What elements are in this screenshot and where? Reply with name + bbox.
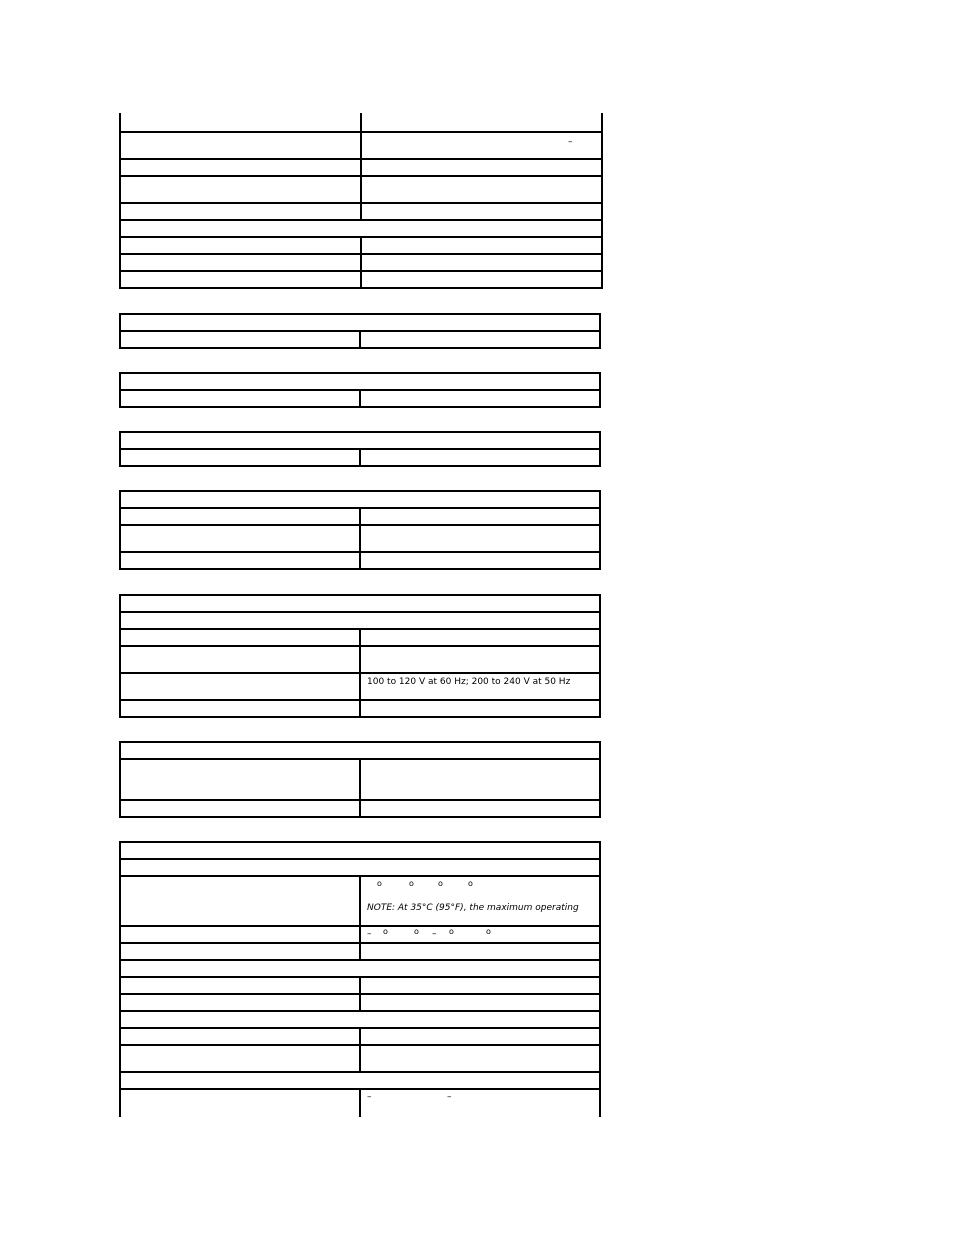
table-cell	[360, 1089, 600, 1117]
table-cell	[360, 926, 600, 943]
table-header	[120, 842, 600, 859]
table-cell	[360, 646, 600, 673]
table-cell	[120, 1089, 360, 1117]
table-cell	[360, 449, 600, 466]
table-cell	[120, 508, 360, 525]
table-cell	[360, 800, 600, 817]
dash-glyph: –	[432, 929, 437, 939]
table-cell	[361, 132, 602, 159]
table-header	[120, 595, 600, 612]
table-cell	[361, 203, 602, 220]
spec-table-2	[119, 313, 601, 349]
table-cell	[120, 994, 360, 1011]
table-cell	[360, 759, 600, 800]
table-cell	[360, 977, 600, 994]
table-cell	[361, 254, 602, 271]
table-cell	[360, 525, 600, 552]
table-cell	[120, 176, 361, 203]
table-section-header	[120, 960, 600, 977]
table-section-header	[120, 1072, 600, 1089]
spec-table-4	[119, 431, 601, 467]
table-header	[120, 314, 600, 331]
table-header	[120, 491, 600, 508]
table-header	[120, 373, 600, 390]
table-cell	[360, 390, 600, 407]
table-cell	[360, 994, 600, 1011]
spec-table-3	[119, 372, 601, 408]
table-cell	[120, 1028, 360, 1045]
table-cell	[361, 271, 602, 288]
temperature-note: NOTE: At 35°C (95°F), the maximum operating	[367, 903, 579, 913]
table-cell	[361, 159, 602, 176]
table-cell	[360, 508, 600, 525]
table-cell	[120, 390, 360, 407]
table-cell	[360, 629, 600, 646]
degree-glyph: o	[438, 879, 443, 888]
degree-glyph: o	[383, 927, 388, 936]
degree-glyph: o	[468, 879, 473, 888]
table-cell	[120, 700, 360, 717]
table-cell	[120, 132, 361, 159]
table-cell	[120, 876, 360, 926]
table-cell	[360, 331, 600, 348]
degree-glyph: o	[377, 879, 382, 888]
degree-glyph: o	[486, 927, 491, 936]
dash-glyph: –	[367, 929, 372, 939]
spec-table-environmental	[119, 841, 601, 1117]
degree-glyph: o	[449, 927, 454, 936]
table-cell	[120, 646, 360, 673]
table-cell	[360, 700, 600, 717]
table-cell	[361, 176, 602, 203]
table-cell	[361, 237, 602, 254]
table-cell	[120, 237, 361, 254]
degree-glyph: o	[414, 927, 419, 936]
table-cell	[120, 113, 361, 132]
table-cell	[361, 113, 602, 132]
dash-glyph: –	[447, 1092, 452, 1102]
spec-table-7	[119, 741, 601, 818]
table-cell	[120, 926, 360, 943]
dash-glyph: –	[367, 1092, 372, 1102]
table-section-header	[120, 1011, 600, 1028]
table-cell	[120, 449, 360, 466]
table-cell	[120, 254, 361, 271]
degree-glyph: o	[409, 879, 414, 888]
table-header	[120, 742, 600, 759]
table-cell	[120, 800, 360, 817]
table-section-header	[120, 612, 600, 629]
table-cell	[120, 673, 360, 700]
table-cell	[120, 552, 360, 569]
table-cell	[120, 977, 360, 994]
table-cell	[120, 943, 360, 960]
table-cell	[360, 552, 600, 569]
table-cell	[120, 271, 361, 288]
table-cell	[120, 331, 360, 348]
voltage-value: 100 to 120 V at 60 Hz; 200 to 240 V at 50 Hz	[360, 673, 600, 700]
table-section-header	[120, 859, 600, 876]
table-cell	[120, 203, 361, 220]
table-cell	[120, 629, 360, 646]
table-cell	[120, 759, 360, 800]
table-cell	[120, 159, 361, 176]
table-cell	[120, 525, 360, 552]
table-cell	[360, 943, 600, 960]
spec-table-1	[119, 113, 603, 289]
table-header	[120, 432, 600, 449]
table-section-header	[120, 220, 602, 237]
spec-table-5	[119, 490, 601, 570]
table-cell	[120, 1045, 360, 1072]
dash-glyph: –	[568, 137, 573, 147]
temperature-cell	[360, 876, 600, 926]
spec-table-power	[119, 594, 601, 718]
table-cell	[360, 1045, 600, 1072]
table-cell	[360, 1028, 600, 1045]
